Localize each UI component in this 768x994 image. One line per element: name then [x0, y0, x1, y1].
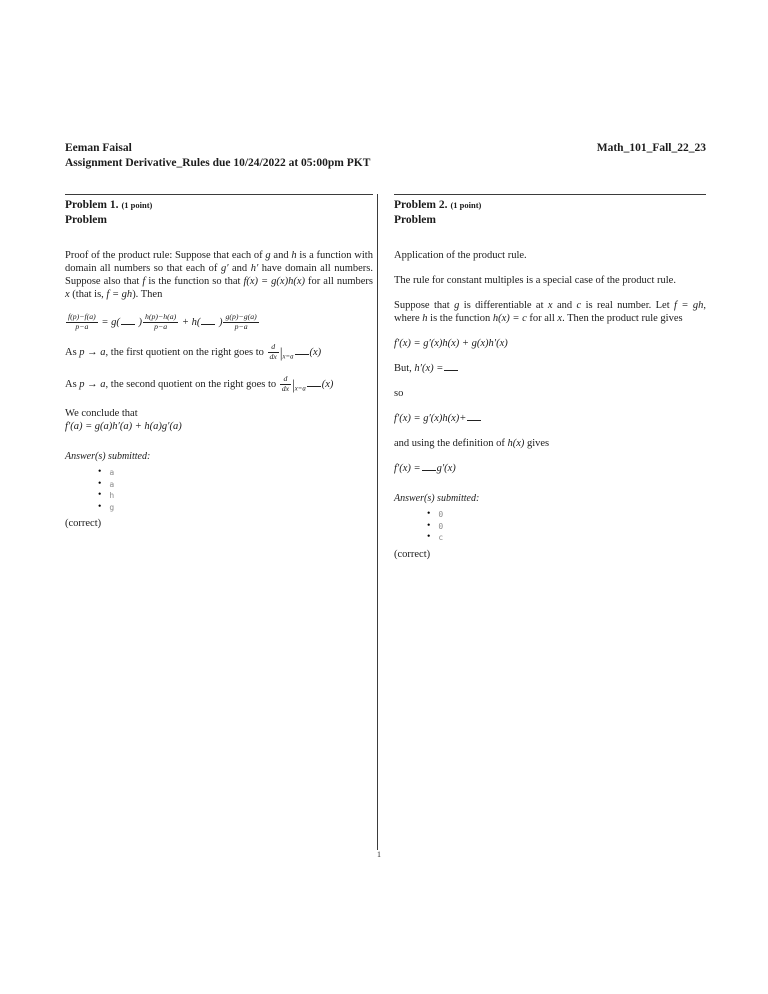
paragraph [394, 299, 706, 325]
fraction [223, 313, 258, 331]
math-run: f = gh [106, 289, 133, 300]
paragraph [394, 437, 706, 450]
fraction-denominator: dx [269, 352, 277, 362]
text-run: so [394, 388, 404, 399]
fraction-numerator: f(p)−f(a) [68, 312, 96, 321]
problem-1-title-line [65, 198, 373, 212]
text-run: and [552, 300, 577, 311]
fraction-denominator: p−a [223, 322, 258, 332]
text-run: is the function [427, 313, 493, 324]
text-run: Suppose that [394, 300, 455, 311]
problem-1-points: (1 point) [121, 200, 153, 210]
bullet-icon: • [427, 509, 431, 519]
math-run: ) [216, 316, 223, 328]
fraction [66, 313, 98, 331]
math-run: h(x) [507, 438, 525, 449]
text-run: is the function so that [145, 276, 244, 287]
math-run: f = gh [674, 300, 704, 311]
answer-item [427, 521, 706, 533]
fraction-denominator: dx [281, 384, 290, 394]
student-name: Eeman Faisal [65, 142, 132, 154]
fraction-numerator: d [283, 374, 288, 384]
bullet-icon: • [427, 532, 431, 542]
fraction-numerator: g(p)−g(a) [225, 312, 257, 321]
fraction-denominator: p−a [66, 322, 98, 332]
math-line [394, 337, 706, 350]
paragraph [65, 343, 373, 363]
column-rule [65, 194, 373, 195]
answers-submitted-label: Answer(s) submitted: [394, 493, 480, 504]
answer-value: c [438, 533, 444, 542]
answer-value: 0 [438, 510, 444, 519]
math-run: p → a [79, 379, 106, 391]
answer-value: a [109, 468, 115, 478]
fraction-numerator: d [271, 342, 276, 352]
math-run: x [547, 300, 553, 311]
result-status: (correct) [394, 548, 431, 560]
bullet-icon: • [98, 501, 102, 512]
text-run: is real number. Let [581, 300, 675, 311]
answer-value: a [109, 479, 115, 489]
math-run: p → a [79, 347, 106, 359]
text-run: ). Then [132, 289, 163, 300]
answer-blank [121, 322, 135, 325]
math-run: x [557, 313, 563, 324]
paragraph [65, 407, 373, 433]
paragraph [65, 249, 373, 301]
problem-1-subtitle: Problem [65, 214, 107, 226]
math-run: g′(x) [436, 463, 456, 474]
evaluation-subscript: x=a [294, 385, 306, 393]
math-run: f′(x) = g′(x)h(x) + g(x)h′(x) [394, 338, 508, 349]
text-run: As [65, 379, 80, 391]
text-run: is differentiable at [459, 300, 548, 311]
fraction [280, 375, 291, 393]
text-run: and [270, 250, 292, 261]
math-run: + h( [179, 316, 201, 328]
fraction-denominator: p−a [143, 322, 178, 332]
text-run: But, [394, 363, 415, 374]
evaluation-subscript: x=a [282, 353, 294, 361]
evaluation-bar [279, 343, 294, 364]
text-run: Application of the product rule. [394, 250, 527, 261]
paragraph [394, 274, 706, 287]
answer-item [98, 502, 373, 514]
evaluation-bar [292, 375, 306, 396]
text-run: gives [524, 438, 550, 449]
bullet-icon: • [427, 520, 431, 531]
text-run: As [65, 347, 80, 359]
math-run: h′ [250, 263, 259, 274]
assignment-header [65, 141, 706, 170]
answer-item [427, 532, 706, 544]
math-run: f [142, 276, 146, 287]
answers-list [98, 467, 373, 513]
text-run: , the second quotient on the right goes to [105, 379, 279, 391]
problem-2-column [394, 194, 706, 560]
math-run: h [291, 250, 297, 261]
bullet-icon: • [98, 478, 102, 489]
math-run: (x) [309, 347, 322, 359]
math-run: h′(x) = [414, 363, 444, 374]
math-line [394, 362, 706, 375]
problem-2-points: (1 point) [450, 200, 482, 210]
problem-2-title: Problem 2. [394, 199, 448, 211]
problem-2-body [394, 249, 706, 475]
text-run: , the first quotient on the right goes to [105, 347, 267, 359]
math-run: c [576, 300, 582, 311]
answer-value: g [109, 502, 115, 512]
problem-2-subtitle: Problem [394, 214, 436, 226]
text-run: is a function with domain all numbers so that each of [65, 250, 373, 274]
problem-1-title: Problem 1. [65, 199, 119, 211]
text-run: The rule for constant multiples is a special case of the product rule. [394, 275, 676, 286]
math-line [394, 412, 706, 425]
math-run: (x) [321, 379, 334, 391]
text-line [65, 407, 373, 420]
answer-item [427, 509, 706, 521]
problem-1-answers [65, 451, 373, 529]
problem-2-title-line [394, 198, 706, 212]
paragraph [65, 375, 373, 395]
text-run: Proof of the product rule: Suppose that each of [65, 250, 266, 261]
math-run: h [422, 313, 428, 324]
answer-item [98, 467, 373, 479]
assignment-title: Assignment Derivative_Rules due 10/24/2022 at 05:00pm PKT [65, 156, 371, 169]
result-status: (correct) [65, 518, 102, 530]
answer-blank [295, 352, 309, 355]
fraction [143, 313, 178, 331]
math-run: = g( [98, 316, 120, 328]
text-run: We conclude that [65, 408, 138, 420]
math-run: f′(a) = g(a)h′(a) + h(a)g′(a) [65, 421, 182, 433]
math-run: f(x) = g(x)h(x) [243, 276, 305, 287]
answer-blank [444, 368, 458, 371]
math-run: g [454, 300, 460, 311]
answer-blank [307, 384, 321, 387]
answer-item [98, 479, 373, 491]
text-run: for all numbers [304, 276, 373, 287]
paragraph [394, 387, 706, 400]
text-run: , where [394, 300, 706, 324]
fraction-numerator: h(p)−h(a) [145, 312, 177, 321]
vertical-bar: | [292, 375, 295, 393]
math-run: g′ [220, 263, 229, 274]
answer-blank [422, 468, 436, 471]
paragraph [394, 249, 706, 262]
answer-blank [201, 322, 215, 325]
text-run: and using the definition of [394, 438, 508, 449]
answers-submitted-label: Answer(s) submitted: [65, 451, 151, 463]
text-run: (that is, [69, 289, 107, 300]
math-run: h(x) = c [492, 313, 527, 324]
math-run: f′(x) = [394, 463, 421, 474]
column-rule [394, 194, 706, 195]
page-number: 1 [377, 850, 381, 859]
fraction [268, 343, 279, 361]
math-run: x [65, 289, 70, 300]
text-run: and [228, 263, 251, 274]
bullet-icon: • [98, 467, 102, 478]
answer-value: h [109, 491, 115, 501]
text-run: . Then the product rule gives [562, 313, 683, 324]
problem-1-column [65, 194, 373, 529]
course-code: Math_101_Fall_22_23 [596, 142, 706, 154]
bullet-icon: • [98, 490, 102, 501]
math-line [65, 313, 373, 331]
math-run: g [265, 250, 271, 261]
math-run: ) [135, 316, 142, 328]
answer-item [98, 490, 373, 502]
math-line [394, 462, 706, 475]
column-divider [377, 194, 378, 850]
math-run: f′(x) = g′(x)h(x)+ [394, 413, 467, 424]
problem-2-answers [394, 493, 706, 560]
text-line [65, 420, 373, 433]
answer-blank [467, 418, 481, 421]
text-run: for all [526, 313, 558, 324]
vertical-bar: | [279, 343, 283, 361]
text-run: have domain all numbers. Suppose also that [65, 263, 373, 287]
answers-list [427, 509, 706, 544]
problem-1-body [65, 249, 373, 433]
answer-value: 0 [438, 521, 444, 531]
